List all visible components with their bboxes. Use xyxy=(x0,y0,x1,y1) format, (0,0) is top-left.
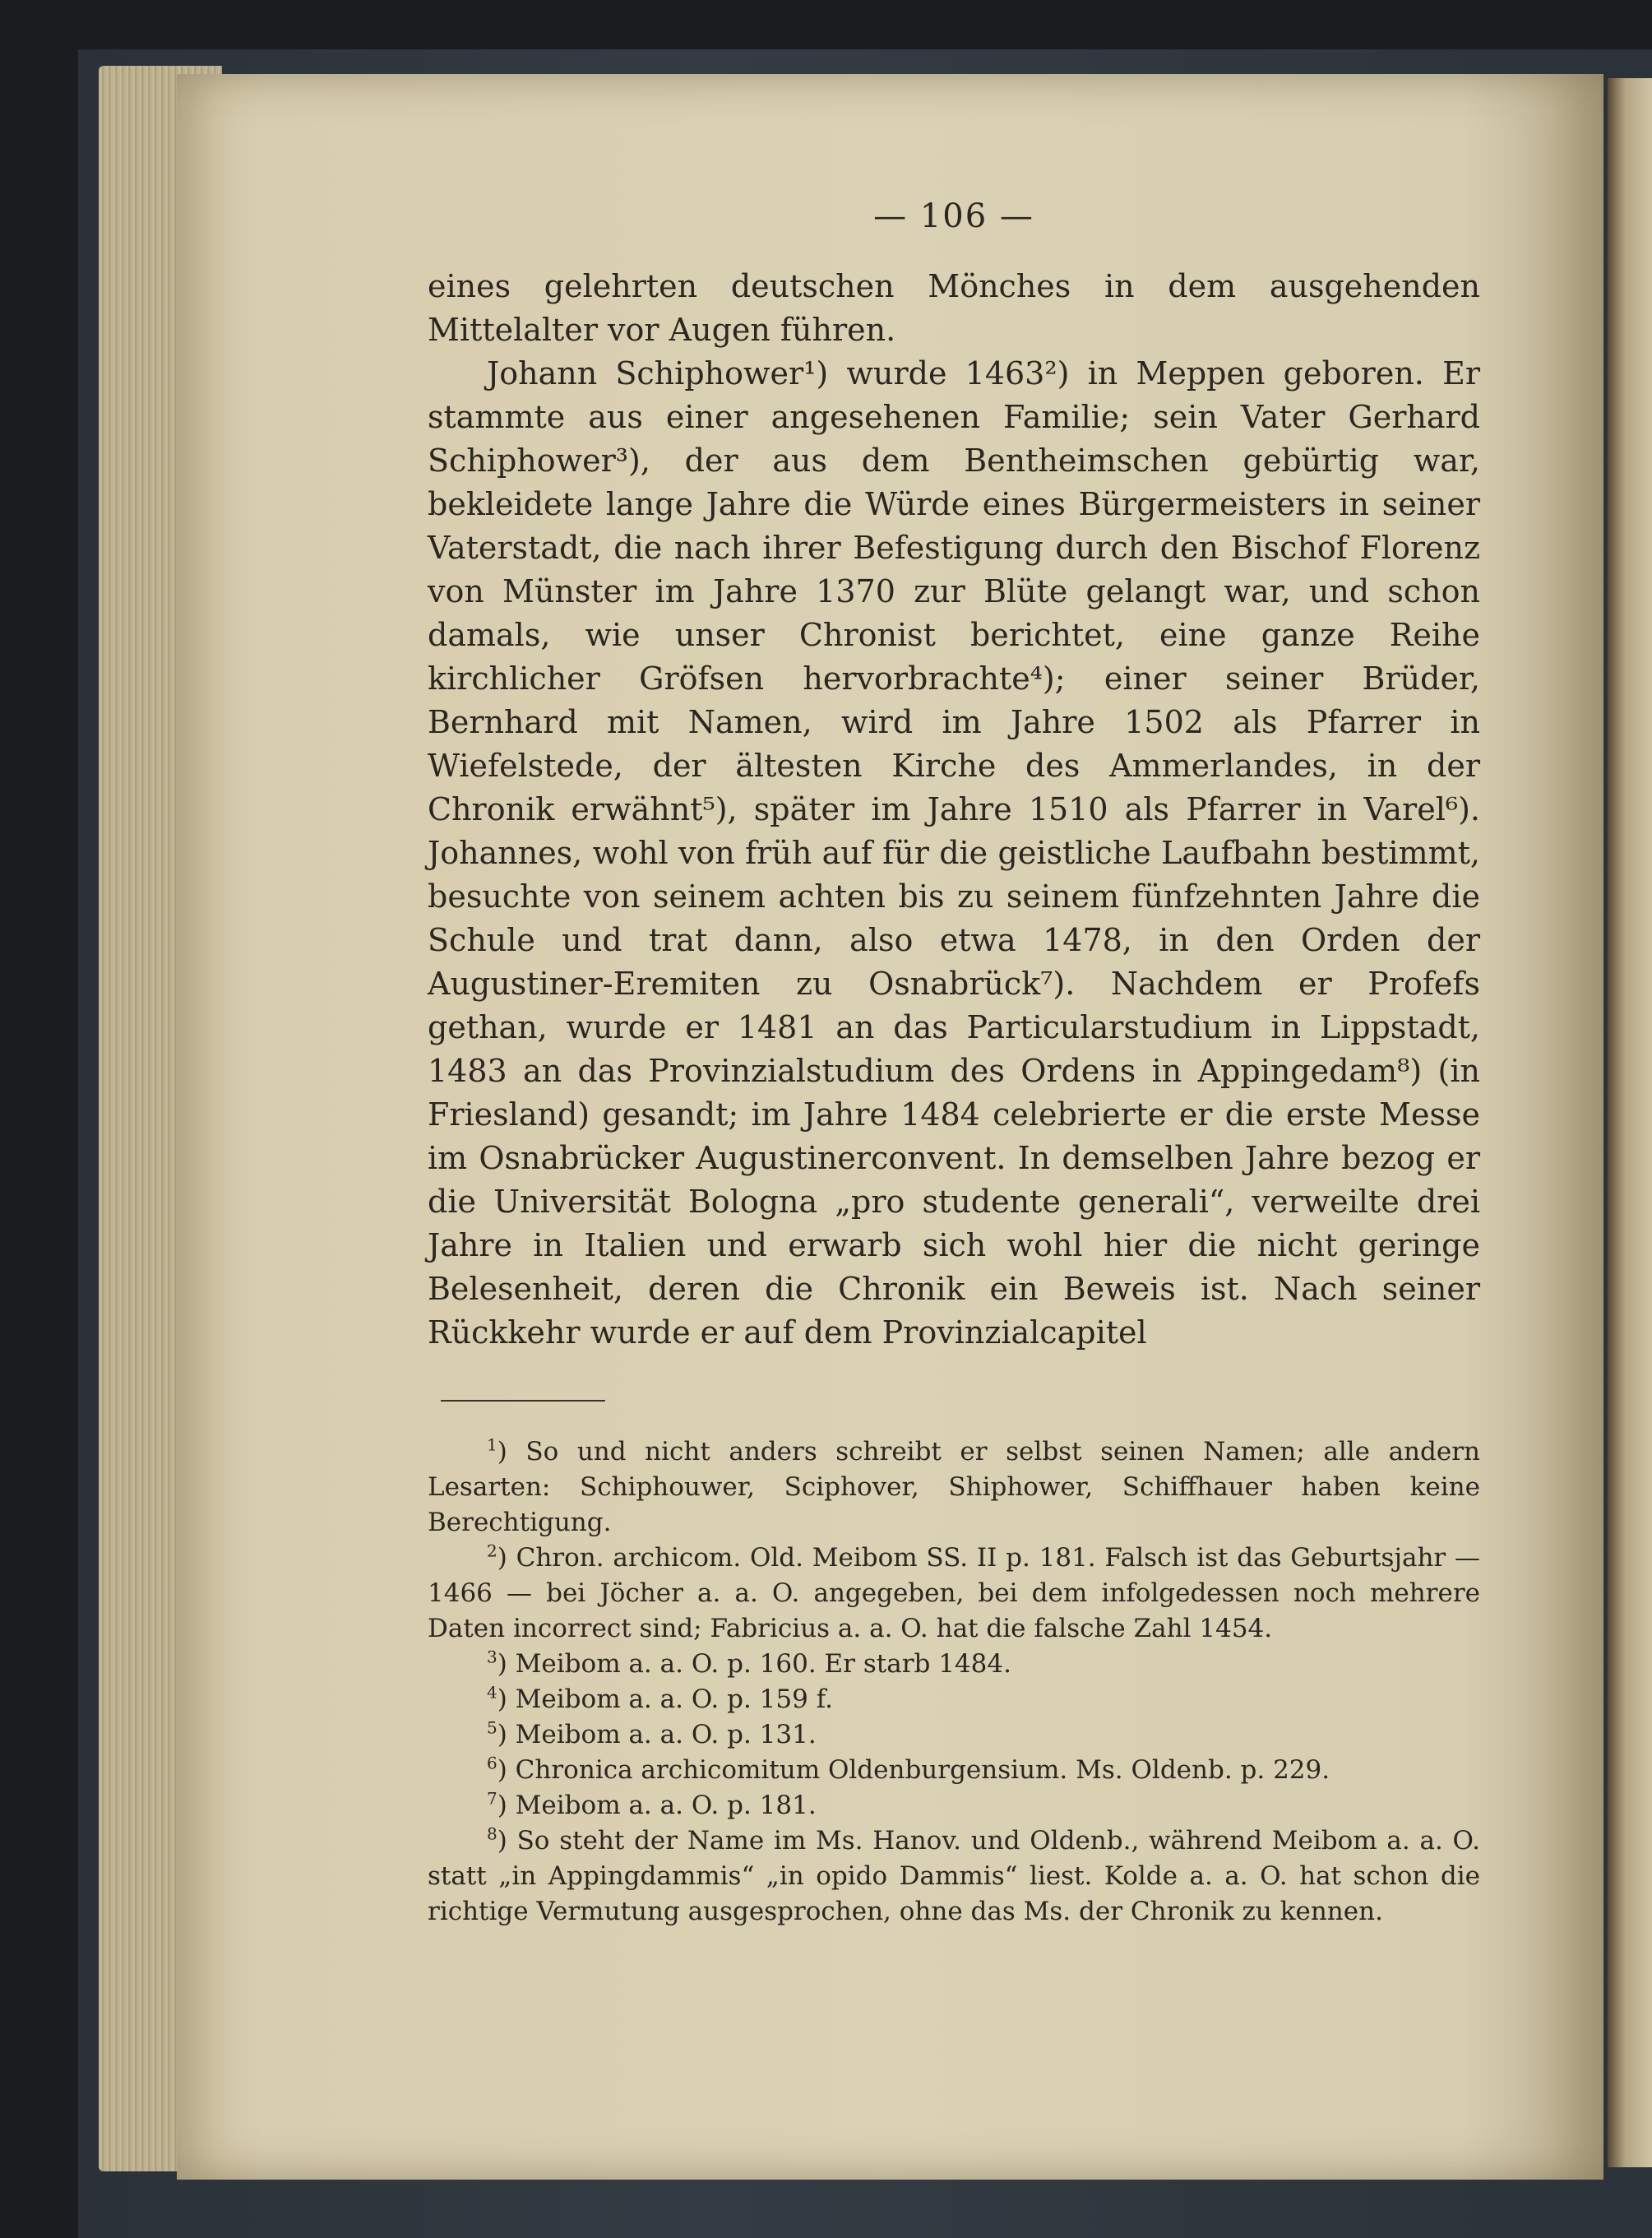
footnote-mark: 3 xyxy=(487,1647,497,1667)
footnote-1 xyxy=(428,1434,1480,1541)
footnote-mark: 1 xyxy=(487,1434,497,1455)
facing-page-edge xyxy=(1608,78,1652,2167)
footnote-5 xyxy=(428,1717,1480,1753)
footnote-3 xyxy=(428,1647,1480,1682)
body-paragraph-2: Johann Schiphower¹) wurde 1463²) in Meppen geboren. Er stammte aus einer angesehenen Familie; sein Vater Gerhard Schiphower³), der aus dem Bentheimschen gebürtig war, bekleidete lange Jahre die Würde eines Bürgermeisters in seiner Vaterstadt, die nach ihrer Befestigung durch den Bischof Florenz von Münster im Jahre 1370 zur Blüte gelangt war, und schon damals, wie unser Chronist berichtet, eine ganze Reihe kirchlicher Gröfsen hervorbrachte⁴); einer seiner Brüder, Bernhard mit Namen, wird im Jahre 1502 als Pfarrer in Wiefelstede, der ältesten Kirche des Ammerlandes, in der Chronik erwähnt⁵), später im Jahre 1510 als Pfarrer in Varel⁶). Johannes, wohl von früh auf für die geistliche Laufbahn bestimmt, besuchte von seinem achten bis zu seinem fünfzehnten Jahre die Schule und trat dann, also etwa 1478, in den Orden der Augustiner-Eremiten zu Osnabrück⁷). Nachdem er Profefs gethan, wurde er 1481 an das Particularstudium in Lippstadt, 1483 an das Provinzialstudium des Ordens in Appingedam⁸) (in Friesland) gesandt; im Jahre 1484 celebrierte er die erste Messe im Osnabrücker Augustinerconvent. In demselben Jahre bezog er die Universität Bologna „pro studente generali“, verweilte drei Jahre in Italien und erwarb sich wohl hier die nicht geringe Belesenheit, deren die Chronik ein Beweis ist. Nach seiner Rückkehr wurde er auf dem Provinzialcapitel xyxy=(428,355,1480,1351)
footnote-mark: 5 xyxy=(487,1717,497,1738)
footnote-7 xyxy=(428,1788,1480,1823)
footnote-separator xyxy=(441,1400,605,1402)
footnotes xyxy=(428,1434,1480,1930)
footnote-text: ) Meibom a. a. O. p. 159 f. xyxy=(497,1684,833,1714)
footnote-6 xyxy=(428,1753,1480,1788)
footnote-mark: 6 xyxy=(487,1753,497,1773)
footnote-text: ) Chron. archicom. Old. Meibom SS. II p. 181. Falsch ist das Geburtsjahr — 1466 — bei Jöcher a. a. O. angegeben, bei dem infolgedessen noch mehrere Daten incorrect sind; Fabricius a. a. O. hat die falsche Zahl 1454. xyxy=(428,1543,1480,1643)
footnote-text: ) So und nicht anders schreibt er selbst seinen Namen; alle andern Lesarten: Schiphouwer, Sciphover, Shiphower, Schiffhauer haben keine Berechtigung. xyxy=(428,1437,1480,1537)
footnote-mark: 8 xyxy=(487,1823,497,1844)
footnote-mark: 7 xyxy=(487,1788,497,1809)
footnote-2 xyxy=(428,1541,1480,1647)
footnote-text: ) Meibom a. a. O. p. 131. xyxy=(497,1720,817,1749)
page-number: — 106 — xyxy=(873,197,1034,235)
body-paragraph-1: eines gelehrten deutschen Mönches in dem ausgehenden Mittelalter vor Augen führen. xyxy=(428,268,1480,348)
footnote-8 xyxy=(428,1823,1480,1930)
footnote-text: ) Meibom a. a. O. p. 160. Er starb 1484. xyxy=(497,1649,1011,1679)
page-text-block xyxy=(428,197,1480,1930)
footnote-text: ) Meibom a. a. O. p. 181. xyxy=(497,1791,817,1820)
footnote-mark: 4 xyxy=(487,1682,497,1703)
footnote-text: ) So steht der Name im Ms. Hanov. und Oldenb., während Meibom a. a. O. statt „in Appingdammis“ „in opido Dammis“ liest. Kolde a. a. O. hat schon die richtige Vermutung ausgesprochen, ohne das Ms. der Chronik zu kennen. xyxy=(428,1826,1480,1926)
footnote-mark: 2 xyxy=(487,1541,497,1561)
footnote-4 xyxy=(428,1682,1480,1717)
footnote-text: ) Chronica archicomitum Oldenburgensium. Ms. Oldenb. p. 229. xyxy=(497,1755,1330,1785)
